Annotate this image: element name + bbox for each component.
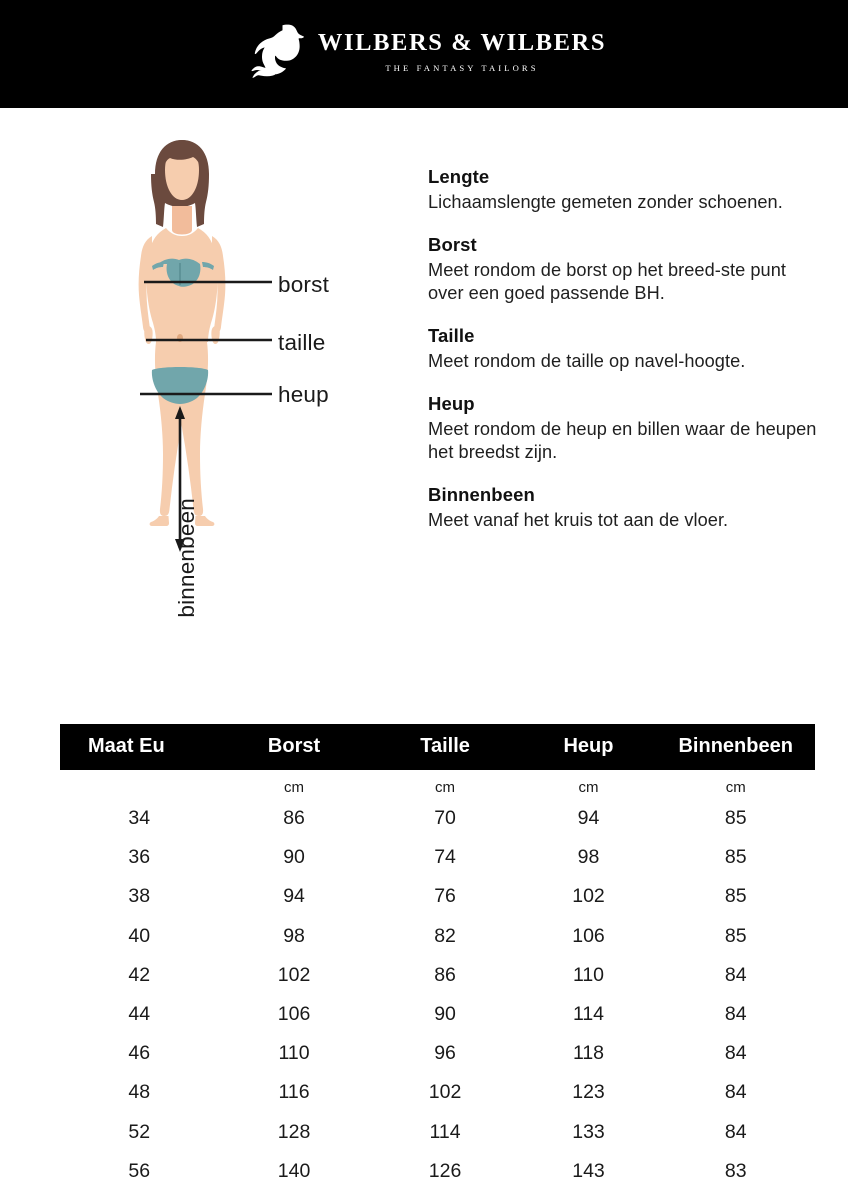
cell-waist: 74 bbox=[434, 846, 456, 869]
label-hip: heup bbox=[278, 382, 329, 407]
cell-inseam: 84 bbox=[724, 1081, 747, 1104]
cell-inseam: 84 bbox=[724, 1003, 747, 1026]
cell-chest: 102 bbox=[277, 963, 311, 986]
instruction-heup bbox=[428, 393, 818, 465]
instruction-title: Taille bbox=[428, 324, 475, 346]
cell-inseam: 84 bbox=[724, 1042, 747, 1065]
header-inseam: Binnenbeen bbox=[656, 724, 815, 770]
instruction-body: Meet rondom de heup en billen waar de heupen het breedst zijn. bbox=[428, 418, 817, 463]
header-waist: Taille bbox=[370, 724, 521, 770]
cell-chest: 140 bbox=[277, 1159, 311, 1182]
cell-inseam: 85 bbox=[724, 807, 747, 830]
cell-hip: 110 bbox=[572, 963, 605, 986]
unit-inseam: cm bbox=[725, 779, 746, 796]
cell-inseam: 85 bbox=[724, 924, 747, 947]
cell-size: 48 bbox=[128, 1081, 151, 1104]
cell-chest: 110 bbox=[278, 1042, 310, 1065]
cell-chest: 106 bbox=[277, 1003, 311, 1026]
instruction-title: Lengte bbox=[428, 166, 490, 187]
instruction-body: Meet vanaf het kruis tot aan de vloer. bbox=[428, 509, 729, 530]
table-row bbox=[60, 1073, 815, 1112]
table-row bbox=[60, 917, 815, 956]
measurement-figure bbox=[96, 130, 396, 710]
label-waist: taille bbox=[278, 330, 326, 355]
cell-inseam: 83 bbox=[724, 1159, 747, 1182]
brand-tagline: THE FANTASY TAILORS bbox=[385, 62, 539, 73]
table-row bbox=[60, 838, 815, 877]
brand-name: WILBERS & WILBERS bbox=[317, 29, 607, 57]
cell-size: 36 bbox=[128, 846, 151, 869]
table-row bbox=[60, 1152, 815, 1191]
instruction-taille bbox=[428, 325, 818, 374]
cell-hip: 114 bbox=[572, 1003, 605, 1026]
cell-waist: 126 bbox=[428, 1159, 462, 1182]
cell-size: 52 bbox=[128, 1120, 151, 1143]
cell-inseam: 85 bbox=[724, 885, 747, 908]
cell-waist: 86 bbox=[434, 963, 456, 986]
unit-hip: cm bbox=[578, 779, 599, 796]
instruction-body: Meet rondom de taille op navel-hoogte. bbox=[428, 350, 746, 371]
cell-waist: 96 bbox=[434, 1042, 456, 1065]
instruction-title: Heup bbox=[428, 392, 475, 414]
cell-waist: 90 bbox=[434, 1003, 456, 1026]
label-inseam: binnenbeen bbox=[174, 498, 199, 618]
brand-text bbox=[318, 31, 606, 72]
table-units-row bbox=[60, 770, 815, 799]
cell-hip: 143 bbox=[572, 1159, 605, 1182]
instruction-body: Lichaamslengte gemeten zonder schoenen. bbox=[428, 192, 783, 212]
cell-chest: 90 bbox=[283, 846, 305, 869]
cell-hip: 94 bbox=[577, 807, 600, 830]
table-row bbox=[60, 995, 815, 1034]
cell-size: 46 bbox=[128, 1042, 151, 1065]
cell-size: 38 bbox=[128, 885, 151, 908]
cell-waist: 114 bbox=[429, 1120, 461, 1143]
instruction-title: Borst bbox=[428, 233, 477, 255]
cell-chest: 116 bbox=[278, 1081, 310, 1104]
cell-hip: 123 bbox=[572, 1081, 605, 1104]
header-hip: Heup bbox=[521, 724, 657, 770]
cell-hip: 102 bbox=[572, 885, 605, 908]
cell-chest: 94 bbox=[283, 885, 305, 908]
table-row bbox=[60, 1034, 815, 1073]
instruction-body: Meet rondom de borst op het breed-ste punt over een goed passende BH. bbox=[428, 259, 786, 304]
brand-header bbox=[0, 0, 848, 108]
cell-chest: 86 bbox=[283, 807, 305, 830]
cell-inseam: 85 bbox=[724, 846, 747, 869]
cell-waist: 70 bbox=[434, 807, 456, 830]
table-row bbox=[60, 1113, 815, 1152]
cell-waist: 82 bbox=[434, 924, 456, 947]
cell-size: 42 bbox=[128, 963, 151, 986]
cell-waist: 76 bbox=[434, 885, 456, 908]
size-table bbox=[60, 724, 815, 1191]
cell-inseam: 84 bbox=[724, 1120, 747, 1143]
instruction-lengte bbox=[428, 166, 818, 215]
cell-chest: 98 bbox=[283, 924, 305, 947]
pegasus-horse-icon bbox=[242, 24, 304, 80]
label-chest: borst bbox=[278, 272, 330, 297]
cell-hip: 133 bbox=[572, 1120, 605, 1143]
header-size: Maat Eu bbox=[60, 724, 219, 770]
table-header-row bbox=[60, 724, 815, 770]
cell-hip: 98 bbox=[577, 846, 600, 869]
instruction-binnenbeen bbox=[428, 484, 818, 533]
cell-chest: 128 bbox=[277, 1120, 311, 1143]
table-header bbox=[60, 724, 815, 770]
size-table-element bbox=[60, 724, 815, 1191]
table-row bbox=[60, 956, 815, 995]
measurement-instructions bbox=[428, 166, 818, 533]
instruction-title: Binnenbeen bbox=[428, 483, 535, 505]
unit-size bbox=[60, 770, 219, 799]
cell-waist: 102 bbox=[428, 1081, 462, 1104]
header-chest: Borst bbox=[219, 724, 370, 770]
brand-lockup bbox=[242, 24, 606, 80]
table-body bbox=[60, 770, 815, 1191]
unit-waist: cm bbox=[435, 779, 456, 796]
unit-chest: cm bbox=[284, 779, 305, 796]
cell-hip: 106 bbox=[572, 924, 605, 947]
cell-size: 44 bbox=[128, 1003, 151, 1026]
cell-hip: 118 bbox=[572, 1042, 605, 1065]
cell-size: 34 bbox=[128, 807, 151, 830]
table-row bbox=[60, 799, 815, 838]
instruction-borst bbox=[428, 234, 818, 306]
cell-inseam: 84 bbox=[724, 963, 747, 986]
cell-size: 40 bbox=[128, 924, 151, 947]
table-row bbox=[60, 877, 815, 916]
cell-size: 56 bbox=[128, 1159, 151, 1182]
female-body-illustration bbox=[96, 130, 396, 710]
